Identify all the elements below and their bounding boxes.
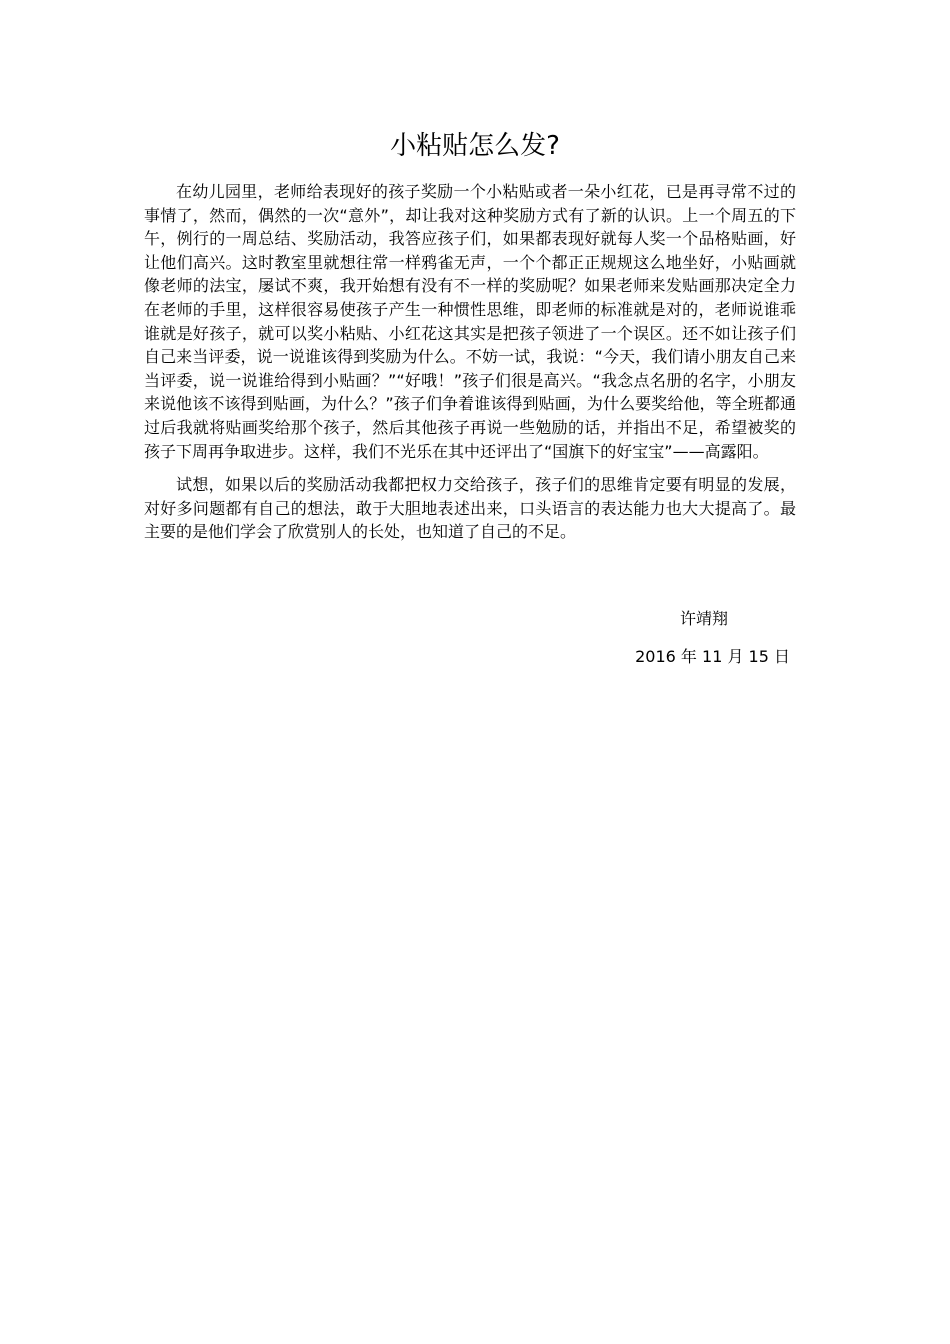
paragraph-1: 在幼儿园里，老师给表现好的孩子奖励一个小粘贴或者一朵小红花，已是再寻常不过的事情了，然而，偶然的一次“意外”，却让我对这种奖励方式有了新的认识。上一个周五的下午，例行的一周总结、奖励活动，我答应孩子们，如果都表现好就每人奖一个品格贴画，好让他们高兴。这时教室里就想往常一样鸦雀无声，一个个都正正规规这么地坐好，小贴画就像老师的法宝，屡试不爽，我开始想有没有不一样的奖励呢？如果老师来发贴画那决定全力在老师的手里，这样很容易使孩子产生一种惯性思维，即老师的标准就是对的，老师说谁乖谁就是好孩子，就可以奖小粘贴、小红花这其实是把孩子领进了一个误区。还不如让孩子们自己来当评委，说一说谁该得到奖励为什么。不妨一试，我说：“今天，我们请小朋友自己来当评委，说一说谁给得到小贴画？”“好哦！”孩子们很是高兴。“我念点名册的名字，小朋友来说他该不该得到贴画，为什么？”孩子们争着谁该得到贴画，为什么要奖给他，等全班都通过后我就将贴画奖给那个孩子，然后其他孩子再说一些勉励的话，并指出不足，希望被奖的孩子下周再争取进步。这样，我们不光乐在其中还评出了“国旗下的好宝宝”——高露阳。 [144,182,796,461]
document-body [144,180,796,554]
paragraph-2: 试想，如果以后的奖励活动我都把权力交给孩子，孩子们的思维肯定要有明显的发展，对好多问题都有自己的想法，敢于大胆地表述出来，口头语言的表达能力也大大提高了。最主要的是他们学会了欣赏别人的长处，也知道了自己的不足。 [144,475,796,542]
document-date: 2016 年 11 月 15 日 [635,647,790,666]
author-signature: 许靖翔 [679,609,728,628]
document-title: 小粘贴怎么发? [390,131,560,161]
